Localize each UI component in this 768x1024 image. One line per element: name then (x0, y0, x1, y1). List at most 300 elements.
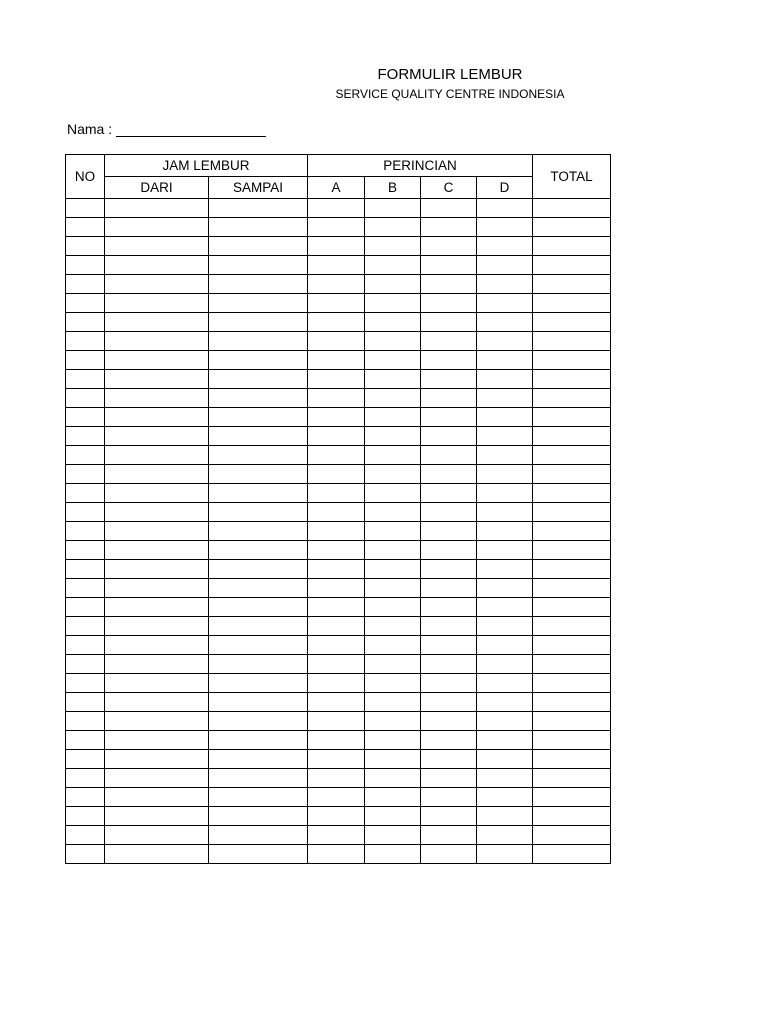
cell-d[interactable] (477, 693, 533, 712)
cell-total[interactable] (533, 769, 611, 788)
cell-b[interactable] (365, 465, 421, 484)
cell-no[interactable] (66, 807, 105, 826)
cell-c[interactable] (421, 275, 477, 294)
cell-b[interactable] (365, 313, 421, 332)
cell-dari[interactable] (105, 522, 209, 541)
cell-d[interactable] (477, 389, 533, 408)
cell-a[interactable] (308, 807, 365, 826)
cell-total[interactable] (533, 807, 611, 826)
cell-total[interactable] (533, 294, 611, 313)
cell-total[interactable] (533, 560, 611, 579)
cell-a[interactable] (308, 465, 365, 484)
cell-sampai[interactable] (209, 275, 308, 294)
cell-sampai[interactable] (209, 807, 308, 826)
cell-a[interactable] (308, 731, 365, 750)
cell-c[interactable] (421, 598, 477, 617)
cell-no[interactable] (66, 560, 105, 579)
cell-total[interactable] (533, 351, 611, 370)
cell-dari[interactable] (105, 788, 209, 807)
cell-sampai[interactable] (209, 522, 308, 541)
cell-dari[interactable] (105, 598, 209, 617)
cell-dari[interactable] (105, 769, 209, 788)
cell-dari[interactable] (105, 731, 209, 750)
cell-sampai[interactable] (209, 218, 308, 237)
cell-sampai[interactable] (209, 408, 308, 427)
cell-total[interactable] (533, 579, 611, 598)
table-row (66, 750, 611, 769)
cell-d[interactable] (477, 522, 533, 541)
cell-b[interactable] (365, 788, 421, 807)
cell-c[interactable] (421, 845, 477, 864)
cell-no[interactable] (66, 617, 105, 636)
cell-c[interactable] (421, 332, 477, 351)
cell-d[interactable] (477, 750, 533, 769)
cell-no[interactable] (66, 541, 105, 560)
cell-no[interactable] (66, 731, 105, 750)
cell-total[interactable] (533, 674, 611, 693)
cell-b[interactable] (365, 351, 421, 370)
cell-a[interactable] (308, 712, 365, 731)
cell-total[interactable] (533, 598, 611, 617)
cell-a[interactable] (308, 788, 365, 807)
cell-total[interactable] (533, 465, 611, 484)
cell-b[interactable] (365, 237, 421, 256)
cell-a[interactable] (308, 218, 365, 237)
table-row (66, 256, 611, 275)
cell-total[interactable] (533, 731, 611, 750)
cell-d[interactable] (477, 674, 533, 693)
cell-sampai[interactable] (209, 579, 308, 598)
cell-sampai[interactable] (209, 256, 308, 275)
cell-no[interactable] (66, 465, 105, 484)
cell-b[interactable] (365, 541, 421, 560)
cell-c[interactable] (421, 807, 477, 826)
table-row (66, 807, 611, 826)
cell-d[interactable] (477, 788, 533, 807)
cell-b[interactable] (365, 617, 421, 636)
cell-total[interactable] (533, 256, 611, 275)
cell-c[interactable] (421, 731, 477, 750)
cell-a[interactable] (308, 522, 365, 541)
cell-total[interactable] (533, 522, 611, 541)
cell-total[interactable] (533, 313, 611, 332)
cell-total[interactable] (533, 218, 611, 237)
cell-sampai[interactable] (209, 845, 308, 864)
cell-sampai[interactable] (209, 503, 308, 522)
cell-b[interactable] (365, 294, 421, 313)
cell-dari[interactable] (105, 218, 209, 237)
cell-a[interactable] (308, 427, 365, 446)
cell-sampai[interactable] (209, 237, 308, 256)
cell-b[interactable] (365, 446, 421, 465)
cell-no[interactable] (66, 446, 105, 465)
cell-d[interactable] (477, 484, 533, 503)
cell-a[interactable] (308, 560, 365, 579)
cell-a[interactable] (308, 199, 365, 218)
cell-a[interactable] (308, 484, 365, 503)
cell-a[interactable] (308, 256, 365, 275)
cell-dari[interactable] (105, 845, 209, 864)
cell-sampai[interactable] (209, 446, 308, 465)
cell-a[interactable] (308, 408, 365, 427)
cell-d[interactable] (477, 294, 533, 313)
cell-c[interactable] (421, 294, 477, 313)
cell-a[interactable] (308, 370, 365, 389)
cell-sampai[interactable] (209, 389, 308, 408)
cell-c[interactable] (421, 617, 477, 636)
cell-d[interactable] (477, 351, 533, 370)
cell-c[interactable] (421, 503, 477, 522)
cell-c[interactable] (421, 541, 477, 560)
cell-a[interactable] (308, 237, 365, 256)
cell-d[interactable] (477, 256, 533, 275)
cell-b[interactable] (365, 256, 421, 275)
cell-dari[interactable] (105, 674, 209, 693)
table-body (66, 199, 611, 864)
cell-dari[interactable] (105, 693, 209, 712)
cell-sampai[interactable] (209, 826, 308, 845)
cell-total[interactable] (533, 541, 611, 560)
cell-no[interactable] (66, 218, 105, 237)
cell-c[interactable] (421, 313, 477, 332)
cell-b[interactable] (365, 598, 421, 617)
cell-total[interactable] (533, 332, 611, 351)
cell-b[interactable] (365, 807, 421, 826)
cell-total[interactable] (533, 199, 611, 218)
cell-c[interactable] (421, 199, 477, 218)
cell-d[interactable] (477, 598, 533, 617)
cell-d[interactable] (477, 313, 533, 332)
cell-dari[interactable] (105, 484, 209, 503)
cell-d[interactable] (477, 408, 533, 427)
cell-dari[interactable] (105, 332, 209, 351)
cell-sampai[interactable] (209, 465, 308, 484)
cell-d[interactable] (477, 199, 533, 218)
cell-d[interactable] (477, 826, 533, 845)
cell-a[interactable] (308, 541, 365, 560)
cell-dari[interactable] (105, 294, 209, 313)
cell-c[interactable] (421, 826, 477, 845)
cell-d[interactable] (477, 541, 533, 560)
cell-d[interactable] (477, 446, 533, 465)
cell-dari[interactable] (105, 503, 209, 522)
cell-dari[interactable] (105, 351, 209, 370)
cell-a[interactable] (308, 275, 365, 294)
cell-b[interactable] (365, 370, 421, 389)
cell-no[interactable] (66, 351, 105, 370)
cell-b[interactable] (365, 275, 421, 294)
cell-total[interactable] (533, 636, 611, 655)
cell-sampai[interactable] (209, 427, 308, 446)
cell-total[interactable] (533, 655, 611, 674)
cell-total[interactable] (533, 389, 611, 408)
cell-no[interactable] (66, 427, 105, 446)
cell-a[interactable] (308, 598, 365, 617)
cell-sampai[interactable] (209, 750, 308, 769)
cell-c[interactable] (421, 522, 477, 541)
cell-d[interactable] (477, 807, 533, 826)
cell-c[interactable] (421, 788, 477, 807)
cell-d[interactable] (477, 636, 533, 655)
cell-d[interactable] (477, 769, 533, 788)
table-row (66, 522, 611, 541)
cell-sampai[interactable] (209, 541, 308, 560)
cell-b[interactable] (365, 408, 421, 427)
cell-d[interactable] (477, 579, 533, 598)
cell-c[interactable] (421, 465, 477, 484)
cell-a[interactable] (308, 750, 365, 769)
cell-dari[interactable] (105, 465, 209, 484)
cell-no[interactable] (66, 845, 105, 864)
cell-no[interactable] (66, 750, 105, 769)
cell-b[interactable] (365, 579, 421, 598)
cell-c[interactable] (421, 427, 477, 446)
cell-b[interactable] (365, 655, 421, 674)
cell-sampai[interactable] (209, 617, 308, 636)
cell-dari[interactable] (105, 826, 209, 845)
cell-dari[interactable] (105, 712, 209, 731)
cell-a[interactable] (308, 446, 365, 465)
cell-c[interactable] (421, 750, 477, 769)
cell-c[interactable] (421, 674, 477, 693)
cell-no[interactable] (66, 389, 105, 408)
cell-b[interactable] (365, 693, 421, 712)
cell-c[interactable] (421, 256, 477, 275)
cell-a[interactable] (308, 845, 365, 864)
cell-b[interactable] (365, 826, 421, 845)
cell-b[interactable] (365, 750, 421, 769)
cell-no[interactable] (66, 655, 105, 674)
table-row (66, 712, 611, 731)
cell-no[interactable] (66, 199, 105, 218)
cell-a[interactable] (308, 636, 365, 655)
cell-b[interactable] (365, 522, 421, 541)
cell-total[interactable] (533, 845, 611, 864)
cell-no[interactable] (66, 313, 105, 332)
cell-dari[interactable] (105, 560, 209, 579)
cell-a[interactable] (308, 579, 365, 598)
cell-no[interactable] (66, 370, 105, 389)
cell-no[interactable] (66, 237, 105, 256)
cell-c[interactable] (421, 389, 477, 408)
cell-d[interactable] (477, 503, 533, 522)
cell-no[interactable] (66, 788, 105, 807)
cell-sampai[interactable] (209, 351, 308, 370)
cell-a[interactable] (308, 313, 365, 332)
cell-dari[interactable] (105, 579, 209, 598)
cell-sampai[interactable] (209, 313, 308, 332)
cell-d[interactable] (477, 655, 533, 674)
cell-total[interactable] (533, 788, 611, 807)
cell-d[interactable] (477, 218, 533, 237)
cell-dari[interactable] (105, 655, 209, 674)
cell-no[interactable] (66, 275, 105, 294)
cell-no[interactable] (66, 408, 105, 427)
cell-a[interactable] (308, 655, 365, 674)
cell-sampai[interactable] (209, 370, 308, 389)
cell-d[interactable] (477, 560, 533, 579)
cell-no[interactable] (66, 256, 105, 275)
cell-sampai[interactable] (209, 199, 308, 218)
cell-c[interactable] (421, 636, 477, 655)
cell-c[interactable] (421, 484, 477, 503)
cell-a[interactable] (308, 389, 365, 408)
cell-c[interactable] (421, 446, 477, 465)
cell-sampai[interactable] (209, 484, 308, 503)
cell-no[interactable] (66, 636, 105, 655)
cell-d[interactable] (477, 617, 533, 636)
cell-dari[interactable] (105, 313, 209, 332)
cell-c[interactable] (421, 370, 477, 389)
cell-a[interactable] (308, 294, 365, 313)
cell-sampai[interactable] (209, 731, 308, 750)
cell-no[interactable] (66, 503, 105, 522)
cell-c[interactable] (421, 769, 477, 788)
cell-sampai[interactable] (209, 674, 308, 693)
cell-a[interactable] (308, 769, 365, 788)
cell-total[interactable] (533, 503, 611, 522)
cell-b[interactable] (365, 389, 421, 408)
cell-b[interactable] (365, 218, 421, 237)
cell-total[interactable] (533, 712, 611, 731)
table-row (66, 218, 611, 237)
cell-c[interactable] (421, 712, 477, 731)
table-row (66, 693, 611, 712)
cell-sampai[interactable] (209, 655, 308, 674)
cell-sampai[interactable] (209, 693, 308, 712)
cell-c[interactable] (421, 351, 477, 370)
table-row (66, 465, 611, 484)
table-row (66, 788, 611, 807)
cell-dari[interactable] (105, 275, 209, 294)
table-row (66, 199, 611, 218)
cell-d[interactable] (477, 332, 533, 351)
cell-no[interactable] (66, 332, 105, 351)
cell-total[interactable] (533, 427, 611, 446)
cell-b[interactable] (365, 845, 421, 864)
cell-sampai[interactable] (209, 560, 308, 579)
cell-total[interactable] (533, 446, 611, 465)
cell-a[interactable] (308, 617, 365, 636)
cell-dari[interactable] (105, 237, 209, 256)
cell-d[interactable] (477, 712, 533, 731)
cell-d[interactable] (477, 465, 533, 484)
cell-dari[interactable] (105, 617, 209, 636)
table-row (66, 427, 611, 446)
cell-sampai[interactable] (209, 788, 308, 807)
cell-b[interactable] (365, 560, 421, 579)
cell-no[interactable] (66, 598, 105, 617)
cell-dari[interactable] (105, 199, 209, 218)
cell-no[interactable] (66, 826, 105, 845)
cell-c[interactable] (421, 579, 477, 598)
cell-a[interactable] (308, 503, 365, 522)
cell-d[interactable] (477, 845, 533, 864)
cell-no[interactable] (66, 294, 105, 313)
cell-total[interactable] (533, 275, 611, 294)
cell-dari[interactable] (105, 370, 209, 389)
cell-sampai[interactable] (209, 712, 308, 731)
cell-total[interactable] (533, 750, 611, 769)
cell-sampai[interactable] (209, 598, 308, 617)
cell-no[interactable] (66, 579, 105, 598)
cell-d[interactable] (477, 237, 533, 256)
cell-dari[interactable] (105, 750, 209, 769)
cell-no[interactable] (66, 484, 105, 503)
cell-dari[interactable] (105, 807, 209, 826)
cell-b[interactable] (365, 769, 421, 788)
cell-a[interactable] (308, 693, 365, 712)
cell-c[interactable] (421, 560, 477, 579)
cell-total[interactable] (533, 237, 611, 256)
cell-c[interactable] (421, 218, 477, 237)
cell-sampai[interactable] (209, 769, 308, 788)
cell-sampai[interactable] (209, 332, 308, 351)
cell-no[interactable] (66, 769, 105, 788)
cell-a[interactable] (308, 332, 365, 351)
table-row (66, 408, 611, 427)
cell-c[interactable] (421, 408, 477, 427)
cell-a[interactable] (308, 351, 365, 370)
cell-b[interactable] (365, 484, 421, 503)
cell-c[interactable] (421, 237, 477, 256)
cell-no[interactable] (66, 693, 105, 712)
cell-dari[interactable] (105, 389, 209, 408)
cell-b[interactable] (365, 731, 421, 750)
table-row (66, 826, 611, 845)
cell-total[interactable] (533, 693, 611, 712)
cell-b[interactable] (365, 712, 421, 731)
cell-dari[interactable] (105, 541, 209, 560)
header-c: C (421, 177, 477, 199)
cell-b[interactable] (365, 674, 421, 693)
cell-no[interactable] (66, 522, 105, 541)
cell-total[interactable] (533, 408, 611, 427)
form-title: FORMULIR LEMBUR (377, 66, 523, 83)
cell-a[interactable] (308, 826, 365, 845)
table-row (66, 769, 611, 788)
cell-total[interactable] (533, 617, 611, 636)
cell-no[interactable] (66, 674, 105, 693)
cell-d[interactable] (477, 427, 533, 446)
table-row (66, 351, 611, 370)
cell-dari[interactable] (105, 446, 209, 465)
cell-total[interactable] (533, 370, 611, 389)
cell-b[interactable] (365, 427, 421, 446)
name-input-line[interactable] (116, 124, 266, 137)
cell-sampai[interactable] (209, 294, 308, 313)
cell-dari[interactable] (105, 636, 209, 655)
cell-b[interactable] (365, 636, 421, 655)
cell-dari[interactable] (105, 408, 209, 427)
cell-c[interactable] (421, 693, 477, 712)
cell-dari[interactable] (105, 427, 209, 446)
cell-b[interactable] (365, 503, 421, 522)
cell-no[interactable] (66, 712, 105, 731)
cell-sampai[interactable] (209, 636, 308, 655)
cell-total[interactable] (533, 484, 611, 503)
cell-b[interactable] (365, 332, 421, 351)
cell-d[interactable] (477, 275, 533, 294)
cell-d[interactable] (477, 370, 533, 389)
cell-a[interactable] (308, 674, 365, 693)
cell-dari[interactable] (105, 256, 209, 275)
cell-b[interactable] (365, 199, 421, 218)
cell-d[interactable] (477, 731, 533, 750)
cell-c[interactable] (421, 655, 477, 674)
cell-total[interactable] (533, 826, 611, 845)
form-subtitle: SERVICE QUALITY CENTRE INDONESIA (335, 87, 565, 101)
